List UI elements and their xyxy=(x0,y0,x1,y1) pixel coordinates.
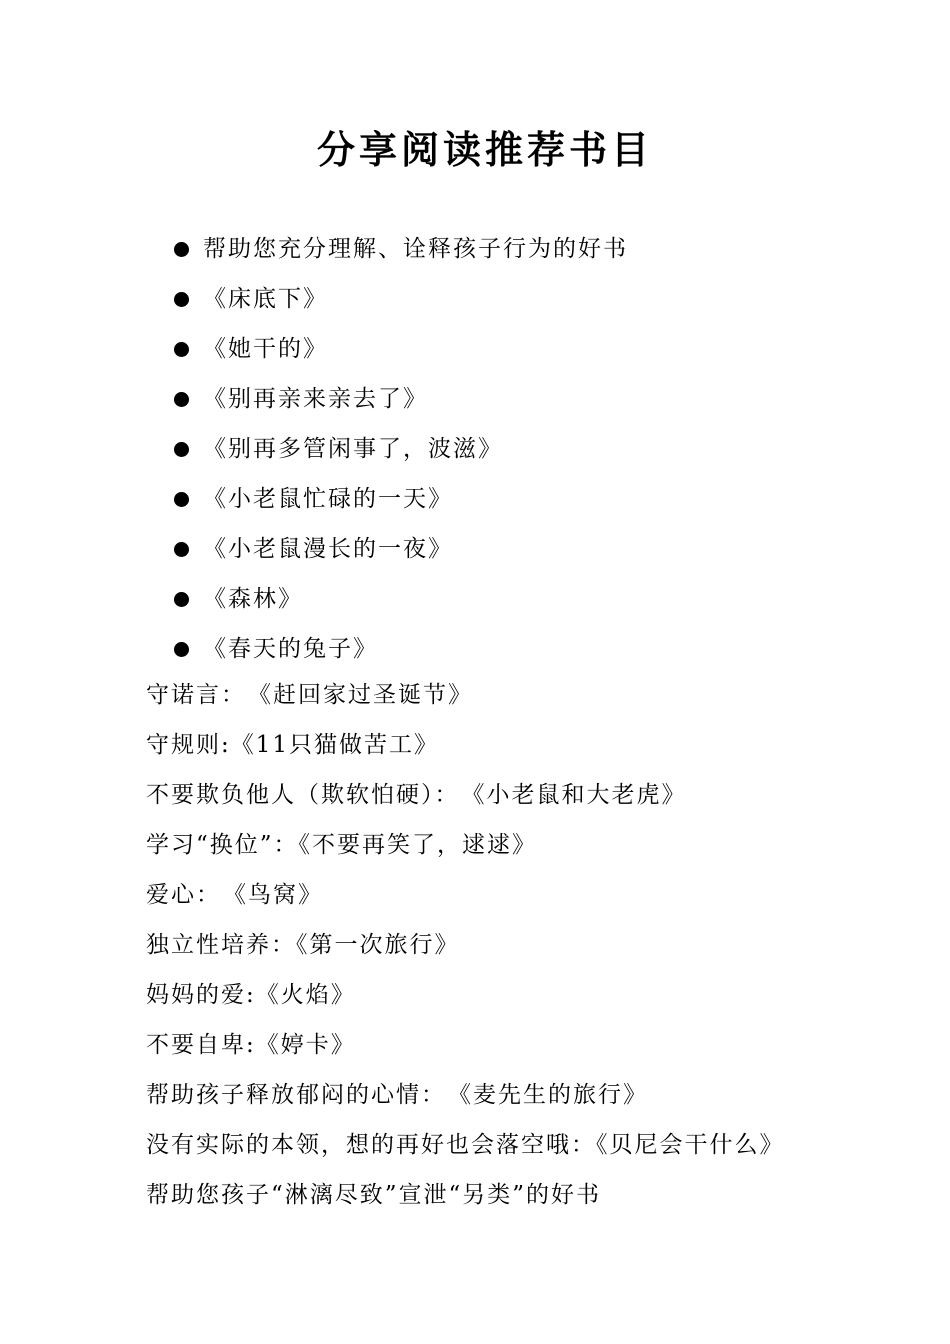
list-item-text: 《她干的》 xyxy=(203,336,328,362)
list-item-text: 《森林》 xyxy=(203,586,303,612)
list-item xyxy=(174,424,628,474)
text-line: 不要欺负他人（欺软怕硬）： 《小老鼠和大老虎》 xyxy=(146,782,687,808)
list-item-text: 《别再多管闲事了，波滋》 xyxy=(203,436,503,462)
bullet-icon xyxy=(174,592,189,607)
bullet-list xyxy=(174,224,628,674)
bullet-icon xyxy=(174,392,189,407)
list-item-text: 《小老鼠漫长的一夜》 xyxy=(203,536,453,562)
list-item-text: 《别再亲来亲去了》 xyxy=(203,386,428,412)
bullet-icon xyxy=(174,542,189,557)
text-line: 不要自卑:《婷卡》 xyxy=(146,1032,356,1058)
bullet-icon xyxy=(174,492,189,507)
text-line: 独立性培养：《第一次旅行》 xyxy=(146,932,460,958)
text-line: 帮助您孩子“淋漓尽致”宣泄“另类”的好书 xyxy=(146,1182,602,1208)
list-item xyxy=(174,624,628,674)
list-item xyxy=(174,474,628,524)
list-item xyxy=(174,374,628,424)
recommendation-lines xyxy=(146,671,785,1221)
list-item-text: 《床底下》 xyxy=(203,286,328,312)
bullet-icon xyxy=(174,442,189,457)
text-line: 没有实际的本领，想的再好也会落空哦：《贝尼会干什么》 xyxy=(146,1132,785,1158)
bullet-icon xyxy=(174,292,189,307)
text-line: 妈妈的爱:《火焰》 xyxy=(146,982,356,1008)
list-item xyxy=(174,574,628,624)
text-line: 爱心： 《鸟窝》 xyxy=(146,882,323,908)
list-item xyxy=(174,274,628,324)
page-title: 分享阅读推荐书目 xyxy=(316,127,653,172)
text-line: 帮助孩子释放郁闷的心情： 《麦先生的旅行》 xyxy=(146,1082,648,1108)
bullet-icon xyxy=(174,342,189,357)
list-item-text: 《春天的兔子》 xyxy=(203,636,378,662)
list-item-text: 《小老鼠忙碌的一天》 xyxy=(203,486,453,512)
text-line: 守规则:《11只猫做苦工》 xyxy=(146,732,440,758)
list-item-text: 帮助您充分理解、诠释孩子行为的好书 xyxy=(203,236,628,262)
text-line: 守诺言： 《赶回家过圣诞节》 xyxy=(146,682,473,708)
list-item xyxy=(174,224,628,274)
list-item xyxy=(174,324,628,374)
list-item xyxy=(174,524,628,574)
bullet-icon xyxy=(174,642,189,657)
bullet-icon xyxy=(174,242,189,257)
text-line: 学习“换位”：《不要再笑了，逑逑》 xyxy=(146,832,538,858)
